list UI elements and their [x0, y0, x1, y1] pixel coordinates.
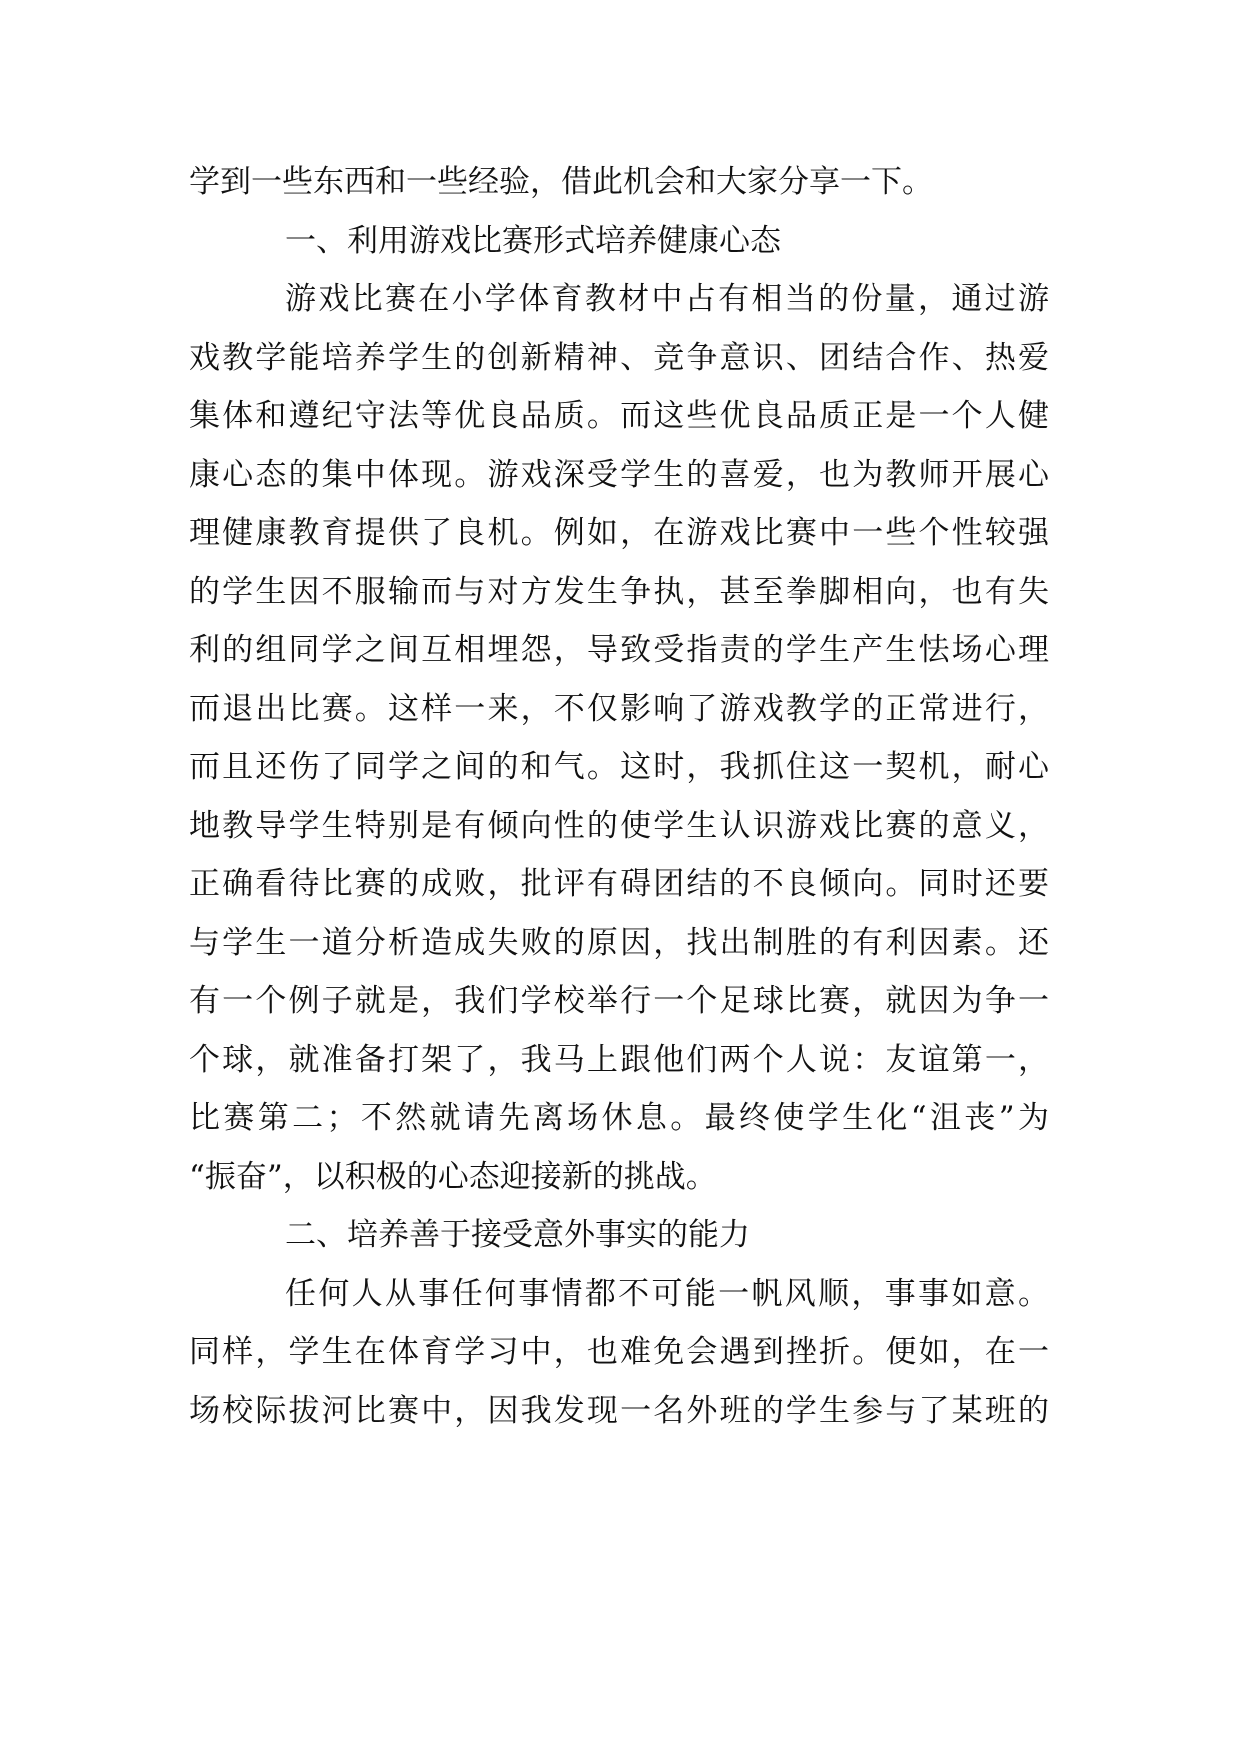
- text-line: 的学生因不服输而与对方发生争执，甚至拳脚相向，也有失: [189, 573, 1049, 610]
- text-line: 地教导学生特别是有倾向性的使学生认识游戏比赛的意义，: [189, 807, 1049, 844]
- text-line: 游戏比赛在小学体育教材中占有相当的份量，通过游: [285, 281, 1049, 317]
- text-line: 任何人从事任何事情都不可能一帆风顺，事事如意。: [285, 1275, 1049, 1312]
- body-text: [189, 153, 1049, 1440]
- text-line: 学到一些东西和一些经验，借此机会和大家分享一下。: [189, 164, 933, 200]
- text-line: 比赛第二；不然就请先离场休息。最终使学生化“沮丧”为: [189, 1100, 1049, 1136]
- text-line: 同样，学生在体育学习中，也难免会遇到挫折。便如，在一: [189, 1334, 1049, 1370]
- section-heading: 二、培养善于接受意外事实的能力: [285, 1217, 750, 1253]
- text-line: 理健康教育提供了良机。例如，在游戏比赛中一些个性较强: [189, 515, 1049, 551]
- text-line: 康心态的集中体现。游戏深受学生的喜爱，也为教师开展心: [189, 456, 1049, 493]
- text-line: 而退出比赛。这样一来，不仅影响了游戏教学的正常进行，: [189, 690, 1049, 727]
- section-heading: 一、利用游戏比赛形式培养健康心态: [285, 222, 781, 259]
- text-line: 戏教学能培养学生的创新精神、竞争意识、团结合作、热爱: [189, 339, 1049, 376]
- text-line: 集体和遵纪守法等优良品质。而这些优良品质正是一个人健: [189, 398, 1049, 434]
- text-line: 正确看待比赛的成败，批评有碍团结的不良倾向。同时还要: [189, 866, 1049, 902]
- text-line: 有一个例子就是，我们学校举行一个足球比赛，就因为争一: [189, 983, 1049, 1019]
- text-line: 而且还伤了同学之间的和气。这时，我抓住这一契机，耐心: [189, 749, 1049, 785]
- text-line: 个球，就准备打架了，我马上跟他们两个人说：友谊第一，: [189, 1041, 1049, 1078]
- text-line: 场校际拔河比赛中，因我发现一名外班的学生参与了某班的: [189, 1392, 1049, 1429]
- text-line: 与学生一道分析造成失败的原因，找出制胜的有利因素。还: [189, 924, 1049, 961]
- text-line: 利的组同学之间互相埋怨，导致受指责的学生产生怯场心理: [189, 632, 1049, 668]
- text-line: “振奋”，以积极的心态迎接新的挑战。: [189, 1158, 717, 1195]
